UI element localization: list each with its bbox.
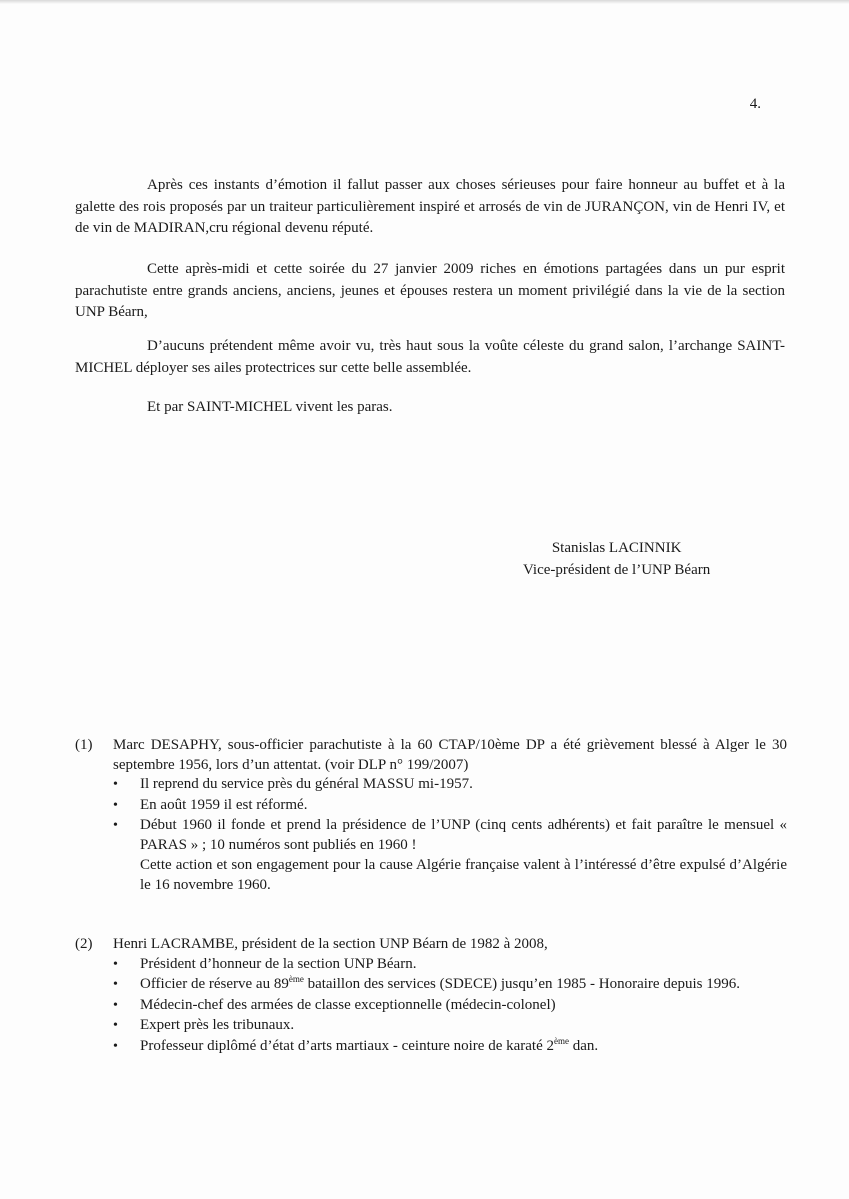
list-item [113, 816, 787, 855]
list-item [113, 796, 787, 816]
paragraph-buffet [75, 175, 785, 240]
list-item-text [140, 1037, 787, 1057]
signature-block [523, 538, 710, 581]
footnote-continuation: Cette action et son engagement pour la cause Algérie française valent à l’intéressé d’être expulsé d’Algérie le 16 novembre 1960. [140, 857, 787, 893]
bullet-icon: • [113, 797, 118, 813]
footnote-text: Marc DESAPHY, sous-officier parachutiste à la 60 CTAP/10ème DP a été grièvement blessé à Alger le 30 septembre 1956, lors d’un attentat. (voir DLP n° 199/2007) [113, 737, 787, 773]
scan-top-edge [0, 0, 849, 4]
list-item-text [140, 975, 787, 995]
list-item [113, 955, 787, 975]
bullet-icon: • [113, 1038, 118, 1054]
paragraph-text: D’aucuns prétendent même avoir vu, très haut sous la voûte céleste du grand salon, l’archange SAINT-MICHEL déployer ses ailes protectrices sur cette belle assemblée. [75, 338, 785, 376]
signature-name: Stanislas LACINNIK [551, 540, 682, 556]
list-item-text-after: bataillon des services (SDECE) jusqu’en 1985 - Honoraire depuis 1996. [303, 976, 740, 992]
bullet-icon: • [113, 1018, 118, 1033]
footnote-2 [75, 935, 787, 1057]
page-number: 4. [749, 96, 761, 112]
footnote-head [75, 935, 787, 955]
list-item-text-after: dan. [569, 1037, 599, 1054]
paragraph-text: Et par SAINT-MICHEL vivent les paras. [147, 399, 393, 415]
bullet-icon: • [113, 777, 118, 792]
footnote-list [75, 775, 787, 855]
list-item-text: En août 1959 il est réformé. [140, 796, 308, 813]
list-item-text: Il reprend du service près du général MASSU mi-1957. [140, 776, 473, 792]
ordinal-superscript: ème [288, 974, 304, 984]
bullet-icon: • [113, 977, 118, 992]
paragraph-soiree [75, 259, 785, 324]
footnote-number: (1) [75, 737, 93, 753]
list-item-text: Médecin-chef des armées de classe exceptionnelle (médecin-colonel) [140, 996, 556, 1013]
paragraph-text: Cette après-midi et cette soirée du 27 janvier 2009 riches en émotions partagées dans un pur esprit parachutiste entre grands anciens, anciens, jeunes et épouses restera un moment privilégié dans la vie de la section UNP Béarn, [75, 261, 785, 320]
paragraph-archange [75, 336, 785, 379]
bullet-icon: • [113, 956, 118, 972]
list-item [113, 1016, 787, 1036]
footnote-list [75, 955, 787, 1057]
footnote-text: Henri LACRAMBE, président de la section UNP Béarn de 1982 à 2008, [113, 936, 548, 952]
list-item-text: Expert près les tribunaux. [140, 1017, 295, 1033]
paragraph-vivent-les-paras [75, 397, 785, 419]
list-item-text-before: Officier de réserve au 89 [140, 976, 289, 992]
list-item [113, 775, 787, 795]
list-item-text: Début 1960 il fonde et prend la présidence de l’UNP (cinq cents adhérents) et fait paraître le mensuel « PARAS » ; 10 numéros sont publiés en 1960 ! [140, 817, 787, 853]
bullet-icon: • [113, 818, 118, 833]
footnote-number: (2) [75, 936, 93, 952]
list-item-text-before: Professeur diplômé d’état d’arts martiaux - ceinture noire de karaté 2 [140, 1037, 555, 1054]
list-item-text: Président d’honneur de la section UNP Béarn. [140, 955, 417, 972]
signature-title: Vice-président de l’UNP Béarn [523, 561, 711, 578]
ordinal-superscript: ème [554, 1035, 570, 1046]
list-item [113, 1037, 787, 1057]
paragraph-text: Après ces instants d’émotion il fallut passer aux choses sérieuses pour faire honneur au buffet et à la galette des rois proposés par un traiteur particulièrement inspiré et arrosés de vin de JURANÇON, vin de Henri IV, et de vin de MADIRAN,cru régional devenu réputé. [75, 177, 785, 236]
footnote-head [75, 736, 787, 775]
list-item [113, 996, 787, 1016]
bullet-icon: • [113, 997, 118, 1013]
footnote-1 [75, 736, 787, 895]
list-item [113, 975, 787, 995]
